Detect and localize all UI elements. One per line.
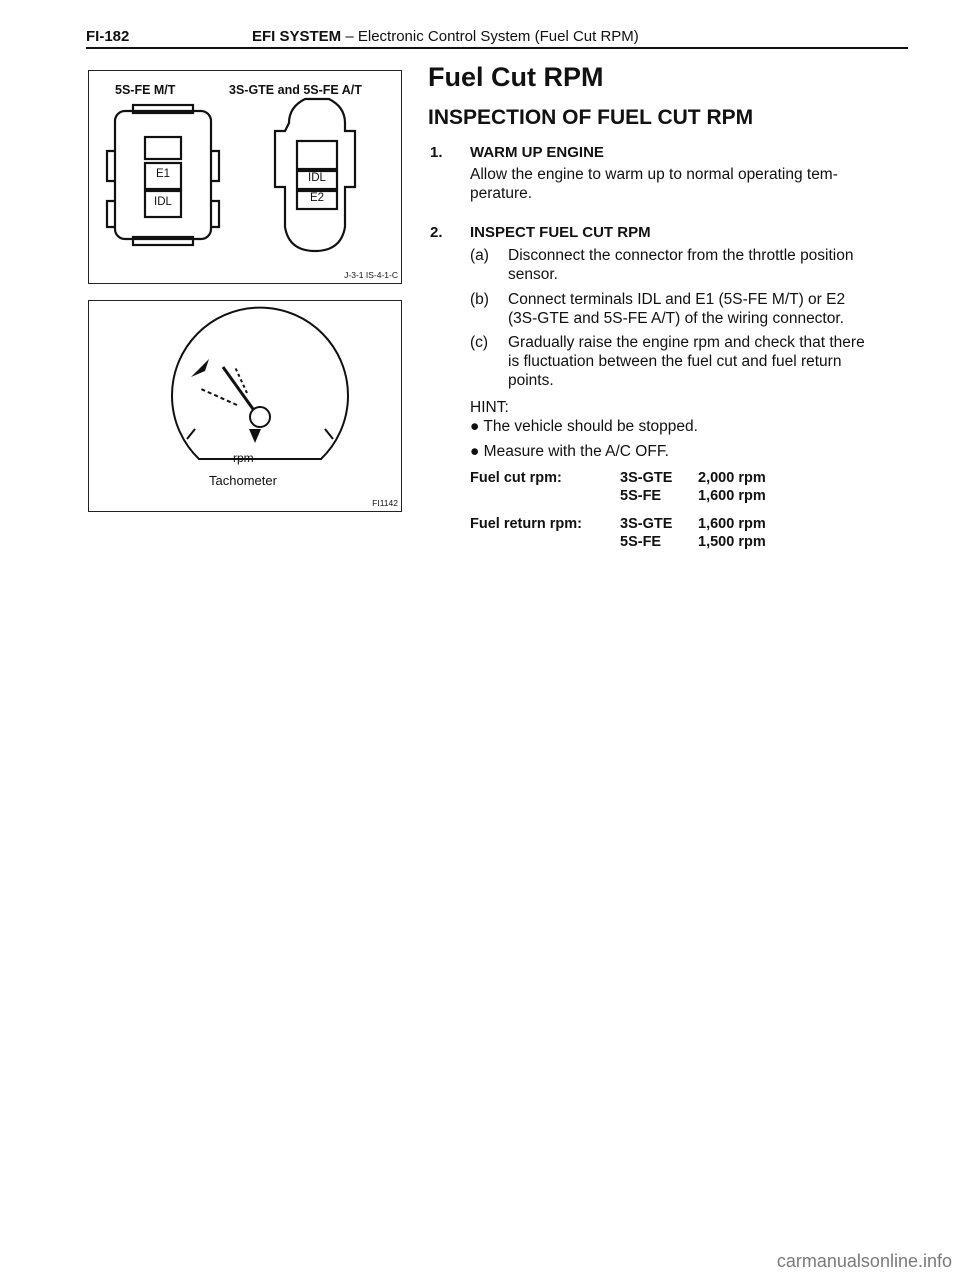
connector-figure-code: J-3-1 IS-4-1-C (344, 270, 398, 280)
tachometer-figure (88, 300, 402, 512)
step2c-line2: is fluctuation between the fuel cut and fuel return (508, 353, 842, 370)
terminal-label-idl: IDL (154, 196, 172, 208)
header-section: EFI SYSTEM (252, 28, 342, 45)
step1-line1: Allow the engine to warm up to normal operating tem- (470, 166, 838, 183)
fuel-cut-engine-2: 5S-FE (620, 488, 662, 504)
fuel-return-value-2: 1,500 rpm (698, 534, 766, 550)
header-subtitle: – Electronic Control System (Fuel Cut RPM) (345, 28, 639, 45)
fuel-cut-label: Fuel cut rpm: (470, 470, 562, 486)
page-title: Fuel Cut RPM (428, 62, 604, 92)
terminal-label-idl-right: IDL (308, 172, 326, 184)
step2-title: INSPECT FUEL CUT RPM (470, 224, 651, 241)
tach-name: Tachometer (209, 473, 277, 488)
terminal-label-e1: E1 (155, 168, 171, 180)
fuel-return-value-1: 1,600 rpm (698, 516, 766, 532)
hint-bullet-1: ● The vehicle should be stopped. (470, 418, 698, 435)
step2b-line1: Connect terminals IDL and E1 (5S-FE M/T) or E2 (508, 291, 846, 308)
tach-hub (250, 407, 270, 427)
left-connector-side-tabs-left (107, 151, 115, 227)
step2c-letter: (c) (470, 334, 489, 351)
tach-needle (223, 367, 253, 409)
tach-figure-code: FI1142 (372, 498, 398, 508)
step2a-line2: sensor. (508, 266, 558, 283)
hint-bullet-2: ● Measure with the A/C OFF. (470, 443, 669, 460)
page-number: FI-182 (86, 28, 130, 45)
fuel-cut-engine-1: 3S-GTE (620, 470, 673, 486)
step2c-line3: points. (508, 372, 554, 389)
tach-dial-outline (172, 308, 348, 459)
hint-label: HINT: (470, 399, 509, 416)
tach-tick-right (325, 429, 333, 439)
terminal-label-e2: E2 (309, 192, 325, 204)
fuel-cut-value-1: 2,000 rpm (698, 470, 766, 486)
connector-label-right: 3S-GTE and 5S-FE A/T (229, 83, 362, 97)
tach-tick-left (187, 429, 195, 439)
watermark: carmanualsonline.info (776, 1251, 952, 1271)
connector-label-left: 5S-FE M/T (115, 83, 176, 97)
step1-number: 1. (430, 144, 443, 161)
tach-needle-swing (235, 367, 247, 393)
tach-unit-label: rpm (233, 451, 254, 465)
connector-drawing (89, 71, 403, 285)
step2a-line1: Disconnect the connector from the throttle position (508, 247, 854, 264)
fuel-return-engine-2: 5S-FE (620, 534, 662, 550)
left-terminal-slot-top (145, 137, 181, 159)
right-terminal-slot-top (297, 141, 337, 169)
step1-line2: perature. (470, 185, 533, 202)
step2-number: 2. (430, 224, 443, 241)
step1-title: WARM UP ENGINE (470, 144, 604, 161)
fuel-cut-value-2: 1,600 rpm (698, 488, 766, 504)
step2b-letter: (b) (470, 291, 489, 308)
header-title (252, 28, 639, 45)
step2b-line2: (3S-GTE and 5S-FE A/T) of the wiring connector. (508, 310, 844, 327)
tach-needle-ghost (201, 389, 237, 405)
fuel-return-engine-1: 3S-GTE (620, 516, 673, 532)
header-rule (86, 47, 908, 49)
section-title: INSPECTION OF FUEL CUT RPM (428, 106, 754, 129)
tach-motion-arrow (191, 359, 209, 377)
step2c-line1: Gradually raise the engine rpm and check that there (508, 334, 865, 351)
left-connector-side-tabs-right (211, 151, 219, 227)
fuel-return-label: Fuel return rpm: (470, 516, 582, 532)
tach-needle-tail (249, 429, 261, 443)
connector-figure (88, 70, 402, 284)
step2a-letter: (a) (470, 247, 489, 264)
